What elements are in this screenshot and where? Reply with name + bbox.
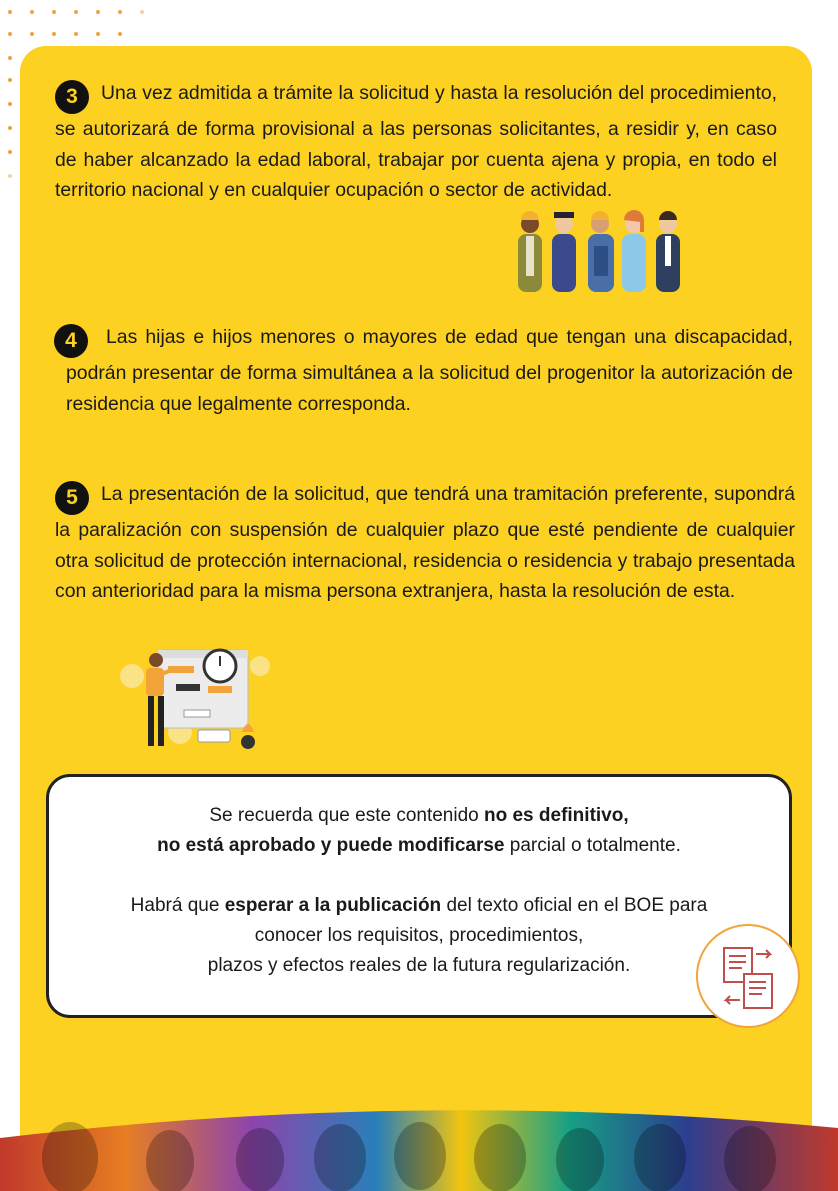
notice-emphasis: no está aprobado y puede modificarse <box>157 835 505 856</box>
notice-text: Se recuerda que este contenido <box>209 805 484 826</box>
notice-text: del texto oficial en el BOE para <box>441 895 708 916</box>
notice-text: conocer los requisitos, procedimientos, <box>254 925 584 946</box>
disclaimer-box <box>46 774 792 1018</box>
number-badge: 5 <box>55 481 89 515</box>
list-item <box>55 479 795 607</box>
list-item <box>66 322 793 419</box>
item-text: Una vez admitida a trámite la solicitud y hasta la resolución del procedimiento, se autorizará de forma provisional a las personas solicitantes, a residir y, en caso de haber alcanzado la edad laboral, trabajar por cuenta ajena y propia, en todo el territorio nacional y en cualquier ocupación o sector de actividad. <box>55 82 777 202</box>
document-exchange-icon <box>696 924 800 1028</box>
notice-text: plazos y efectos reales de la futura regularización. <box>207 955 631 976</box>
notice-text: Habrá que <box>130 895 225 916</box>
workers-illustration <box>510 206 684 292</box>
notice-emphasis: no es definitivo, <box>484 805 629 826</box>
item-text: Las hijas e hijos menores o mayores de edad que tengan una discapacidad, podrán presentar de forma simultánea a la solicitud del progenitor la autorización de residencia que legalmente corresponda. <box>66 326 793 415</box>
notice-emphasis: esperar a la publicación <box>224 895 442 916</box>
notice-text: parcial o totalmente. <box>504 835 681 856</box>
workflow-clock-illustration <box>118 646 272 754</box>
portraits-banner <box>0 1098 838 1191</box>
yellow-panel <box>20 46 812 1191</box>
list-item <box>55 78 777 206</box>
item-text: La presentación de la solicitud, que tendrá una tramitación preferente, supondrá la paralización con suspensión de cualquier plazo que esté pendiente de cualquier otra solicitud de protección internacional, residencia o residencia y trabajo presentada con anterioridad para la misma persona extranjera, hasta la resolución de esta. <box>55 483 795 603</box>
number-badge: 3 <box>55 80 89 114</box>
number-badge: 4 <box>54 324 88 358</box>
